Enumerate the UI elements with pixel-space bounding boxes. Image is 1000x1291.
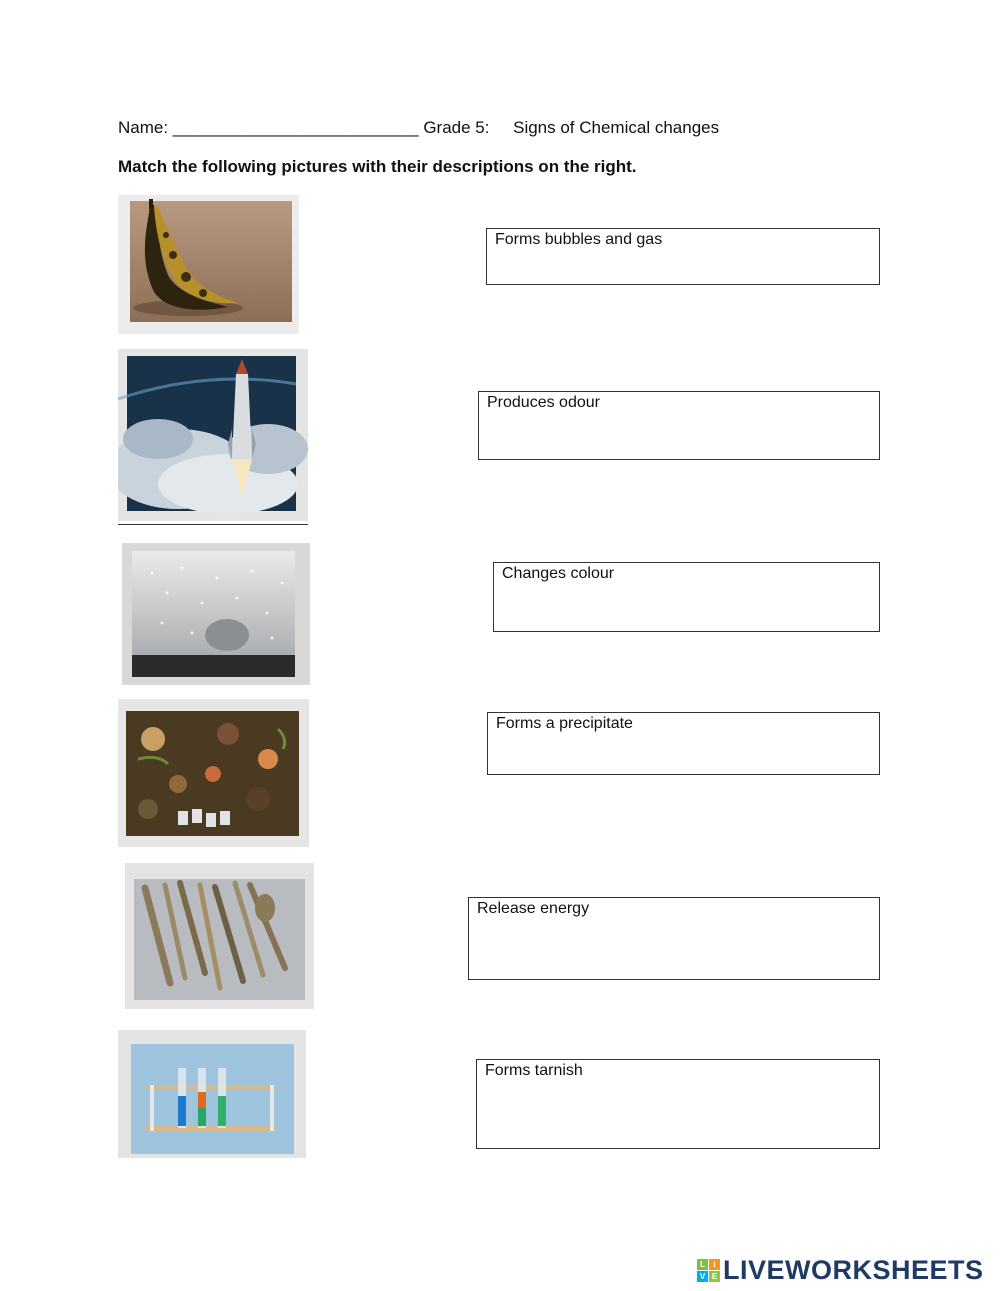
description-label: Release energy — [477, 900, 590, 917]
logo-text: LIVEWORKSHEETS — [723, 1254, 984, 1285]
fizzing-tablet-glass-photo — [122, 543, 310, 685]
description-box-energy[interactable] — [468, 897, 880, 980]
divider-line — [118, 524, 308, 525]
description-label: Produces odour — [487, 394, 600, 411]
description-box-colour[interactable] — [493, 562, 880, 632]
worksheet-header: Name: __________________________ Grade 5: Signs of Chemical changes — [118, 118, 720, 137]
description-box-precipitate[interactable] — [487, 712, 880, 775]
logo-blocks-icon: L I V E — [697, 1259, 720, 1282]
description-box-odour[interactable] — [478, 391, 880, 460]
description-label: Forms tarnish — [485, 1062, 583, 1079]
description-label: Changes colour — [502, 565, 615, 582]
description-box-tarnish[interactable] — [476, 1059, 880, 1149]
tarnished-cutlery-photo — [125, 863, 314, 1009]
rotten-banana-photo — [118, 195, 299, 334]
liveworksheets-logo — [697, 1255, 984, 1285]
test-tubes-rack-photo — [118, 1030, 306, 1158]
description-box-bubbles[interactable] — [486, 228, 880, 285]
instruction-text: Match the following pictures with their descriptions on the right. — [118, 157, 637, 176]
description-label: Forms a precipitate — [496, 715, 633, 732]
compost-pile-photo — [118, 699, 309, 847]
space-shuttle-launch-photo — [118, 349, 308, 521]
description-label: Forms bubbles and gas — [495, 231, 663, 248]
